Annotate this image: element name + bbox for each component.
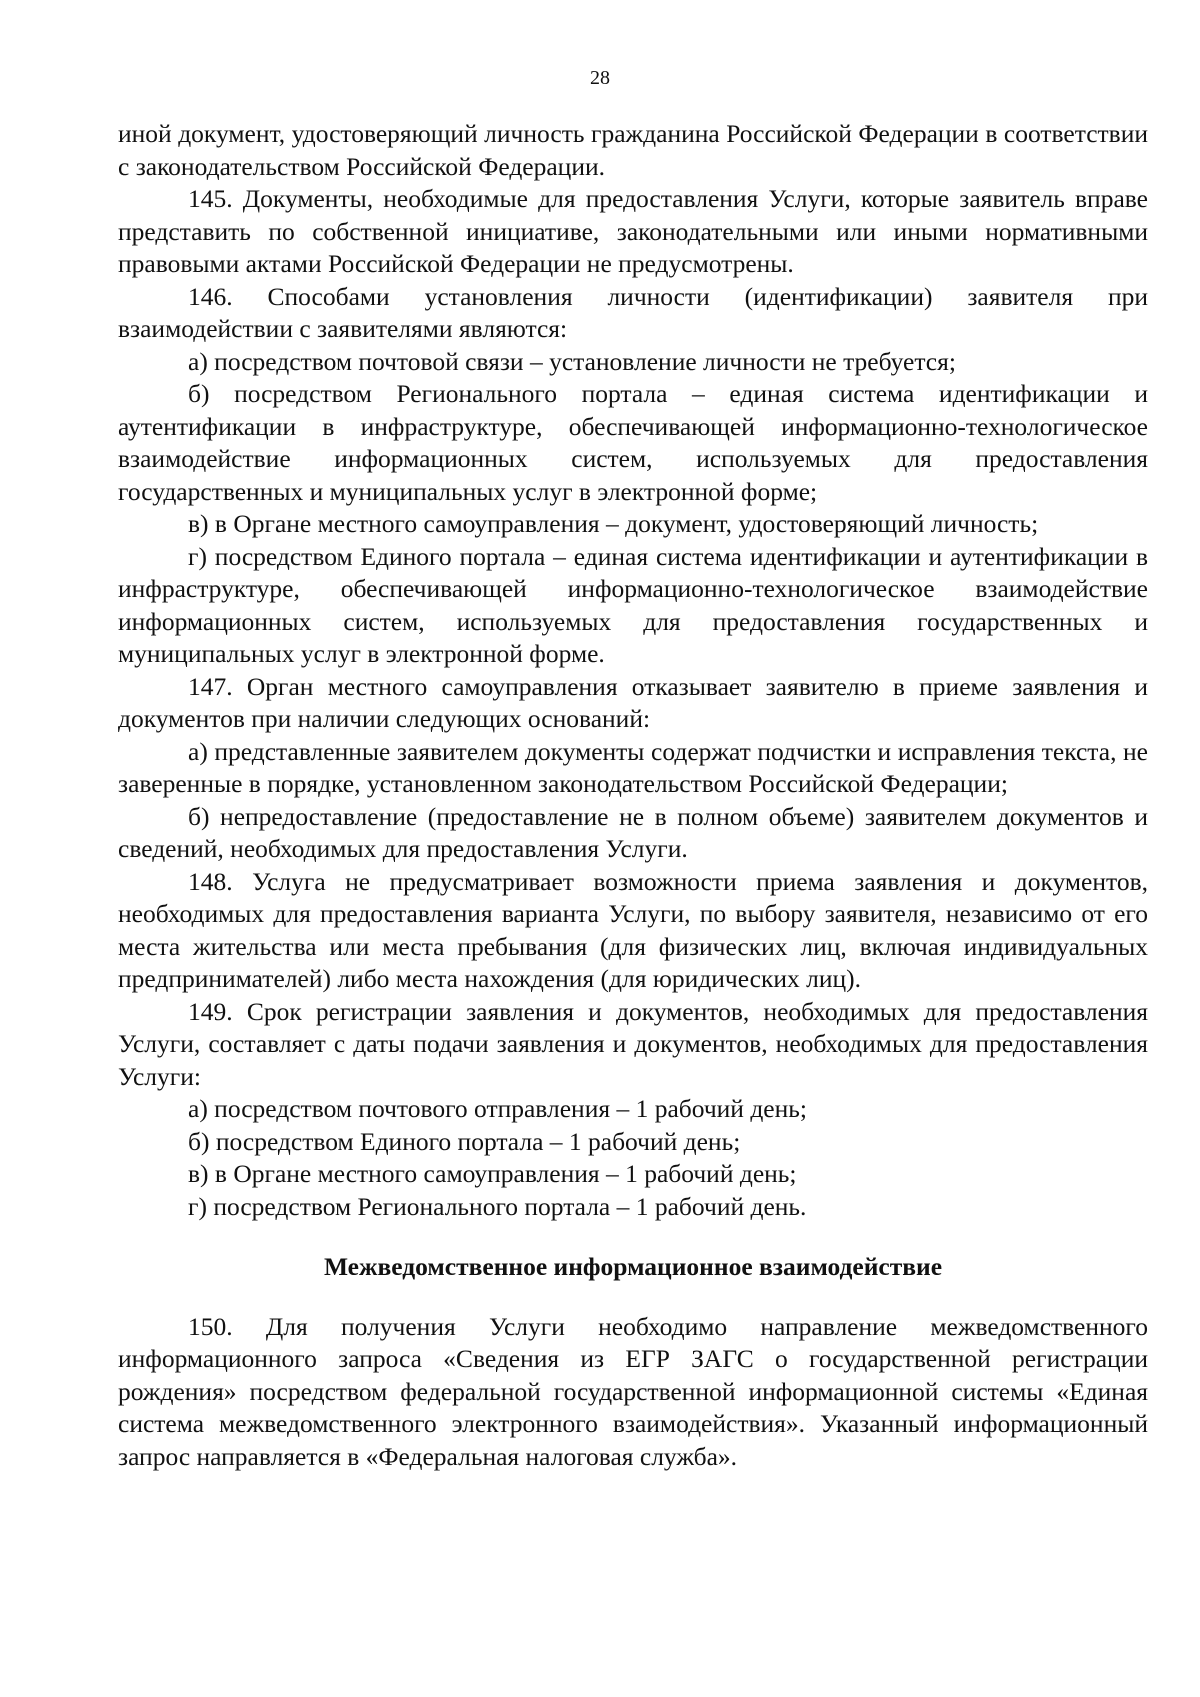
- list-item-147-b: б) непредоставление (предоставление не в полном объеме) заявителем документов и сведений, необходимых для предоставления Услуги.: [118, 801, 1148, 863]
- paragraph-146: 146. Способами установления личности (идентификации) заявителя при взаимодействии с заявителями являются:: [118, 281, 1148, 343]
- paragraph-150: 150. Для получения Услуги необходимо направление межведомственного информационного запроса «Сведения из ЕГР ЗАГС о государственной регистрации рождения» посредством федеральной государственной информационной системы «Единая система межведомственного электронного взаимодействия». Указанный информационный запрос направляется в «Федеральная налоговая служба».: [118, 1311, 1148, 1471]
- list-item-147-a: а) представленные заявителем документы содержат подчистки и исправления текста, не заверенные в порядке, установленном законодательством Российской Федерации;: [118, 736, 1148, 798]
- list-item-146-g: г) посредством Единого портала – единая система идентификации и аутентификации в инфраструктуре, обеспечивающей информационно-технологическое взаимодействие информационных систем, используемых для предоставления государственных и муниципальных услуг в электронной форме.: [118, 541, 1148, 668]
- section-heading: Межведомственное информационное взаимодействие: [323, 1252, 943, 1281]
- list-item-146-b: б) посредством Регионального портала – единая система идентификации и аутентификации в инфраструктуре, обеспечивающей информационно-технологическое взаимодействие информационных систем, используемых для предоставления государственных и муниципальных услуг в электронной форме;: [118, 379, 1148, 506]
- paragraph-147: 147. Орган местного самоуправления отказывает заявителю в приеме заявления и документов при наличии следующих оснований:: [118, 671, 1148, 733]
- paragraph-149: 149. Срок регистрации заявления и документов, необходимых для предоставления Услуги, составляет с даты подачи заявления и документов, необходимых для предоставления Услуги:: [118, 996, 1148, 1091]
- list-item-149-g: г) посредством Регионального портала – 1 рабочий день.: [188, 1191, 807, 1221]
- list-item-146-v: в) в Органе местного самоуправления – документ, удостоверяющий личность;: [188, 509, 1039, 538]
- list-item-149-a: а) посредством почтового отправления – 1 рабочий день;: [188, 1094, 807, 1123]
- list-item-149-v: в) в Органе местного самоуправления – 1 рабочий день;: [188, 1159, 797, 1188]
- page-number: 28: [590, 67, 610, 89]
- list-item-146-a: а) посредством почтовой связи – установление личности не требуется;: [188, 346, 956, 376]
- paragraph-145: 145. Документы, необходимые для предоставления Услуги, которые заявитель вправе представить по собственной инициативе, законодательными или иными нормативными правовыми актами Российской Федерации не предусмотрены.: [118, 184, 1148, 278]
- paragraph-148: 148. Услуга не предусматривает возможности приема заявления и документов, необходимых для предоставления варианта Услуги, по выбору заявителя, независимо от его места жительства или места пребывания (для физических лиц, включая индивидуальных предпринимателей) либо места нахождения (для юридических лиц).: [118, 866, 1148, 993]
- paragraph-continuation: иной документ, удостоверяющий личность гражданина Российской Федерации в соответствии с законодательством Российской Федерации.: [118, 119, 1148, 181]
- document-body: [118, 118, 1148, 1473]
- list-item-149-b: б) посредством Единого портала – 1 рабочий день;: [188, 1126, 741, 1156]
